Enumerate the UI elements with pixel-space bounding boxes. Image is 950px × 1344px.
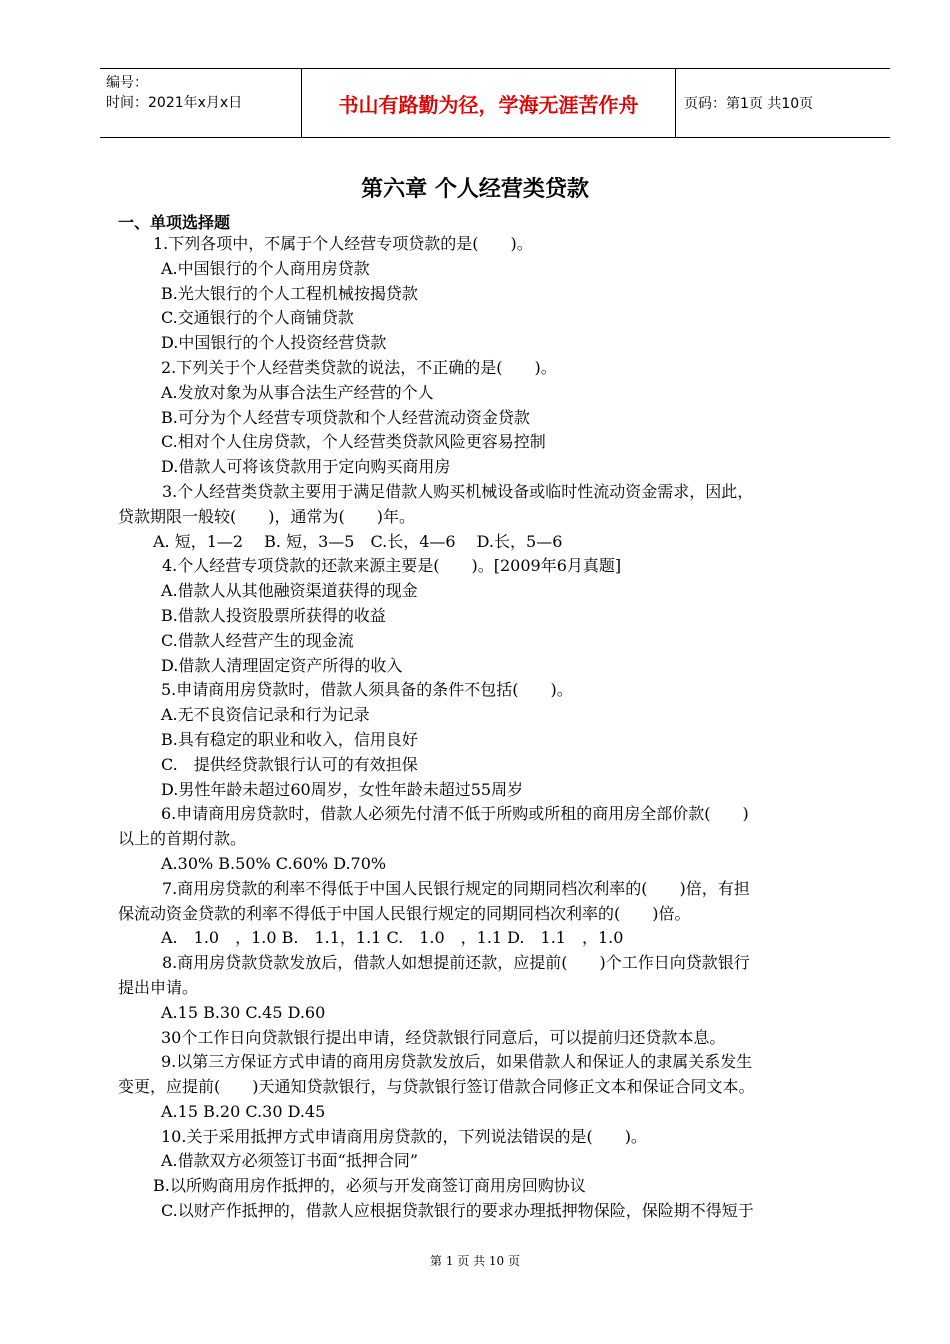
question-line: 7.商用房贷款的利率不得低于中国人民银行规定的同期同档次利率的( )倍，有担 <box>162 878 750 898</box>
question-line: 8.商用房贷款贷款发放后，借款人如想提前还款，应提前( )个工作日向贷款银行 <box>162 953 750 973</box>
page-label: 页码：第1页 共10页 <box>684 96 814 112</box>
question-line: 保流动资金贷款的利率不得低于中国人民银行规定的同期同档次利率的( )倍。 <box>118 903 691 923</box>
option-line: D.男性年龄未超过60周岁，女性年龄未超过55周岁 <box>161 779 524 799</box>
question-line: 变更，应提前( )天通知贷款银行，与贷款银行签订借款合同修正文本和保证合同文本。 <box>118 1077 755 1097</box>
motto: 书山有路勤为径，学海无涯苦作舟 <box>302 69 676 137</box>
option-line: A. 1.0 ，1.0 B. 1.1，1.1 C. 1.0 ，1.1 D. 1.1 ，1.0 <box>161 928 624 948</box>
explanation-line: 30个工作日向贷款银行提出申请，经贷款银行同意后，可以提前归还贷款本息。 <box>161 1027 726 1047</box>
option-line: C. 提供经贷款银行认可的有效担保 <box>161 754 418 774</box>
option-line: B.光大银行的个人工程机械按揭贷款 <box>161 283 418 303</box>
question-line: 6.申请商用房贷款时，借款人必须先付清不低于所购或所租的商用房全部价款( ) <box>161 804 749 824</box>
option-line: B.借款人投资股票所获得的收益 <box>161 605 386 625</box>
option-line: C.借款人经营产生的现金流 <box>161 630 354 650</box>
question-line: 10.关于采用抵押方式申请商用房贷款的，下列说法错误的是( )。 <box>161 1126 647 1146</box>
question-line: 9.以第三方保证方式申请的商用房贷款发放后，如果借款人和保证人的隶属关系发生 <box>161 1052 753 1072</box>
option-line: B.以所购商用房作抵押的，必须与开发商签订商用房回购协议 <box>153 1176 586 1196</box>
option-line: A.借款人从其他融资渠道获得的现金 <box>161 581 418 601</box>
question-line: 4.个人经营专项贷款的还款来源主要是( )。[2009年6月真题] <box>162 556 622 576</box>
option-line: A.借款双方必须签订书面“抵押合同” <box>161 1151 419 1171</box>
question-line: 3.个人经营类贷款主要用于满足借款人购买机械设备或临时性流动资金需求，因此， <box>162 481 754 501</box>
option-line: D.中国银行的个人投资经营贷款 <box>161 333 387 353</box>
question-line: 贷款期限一般较( )，通常为( )年。 <box>118 506 415 526</box>
option-line: A.发放对象为从事合法生产经营的个人 <box>161 382 434 402</box>
option-line: D.借款人清理固定资产所得的收入 <box>161 655 403 675</box>
option-line: B.具有稳定的职业和收入，信用良好 <box>161 729 418 749</box>
option-line: A.30% B.50% C.60% D.70% <box>161 853 387 873</box>
question-line: 5.申请商用房贷款时，借款人须具备的条件不包括( )。 <box>161 680 573 700</box>
option-line: A.15 B.30 C.45 D.60 <box>161 1002 326 1022</box>
question-line: 2.下列关于个人经营类贷款的说法，不正确的是( )。 <box>161 357 557 377</box>
header-left-cell <box>100 69 302 137</box>
option-line: A.中国银行的个人商用房贷款 <box>161 258 370 278</box>
section-heading: 一、单项选择题 <box>118 213 231 232</box>
question-line: 以上的首期付款。 <box>118 829 247 849</box>
number-label: 编号： <box>106 75 148 91</box>
option-line: A. 短，1—2 B. 短，3—5 C.长，4—6 D.长，5—6 <box>153 531 563 551</box>
page-footer: 第 1 页 共 10 页 <box>430 1254 520 1268</box>
option-line: B.可分为个人经营专项贷款和个人经营流动资金贷款 <box>161 407 530 427</box>
question-line: 1.下列各项中，不属于个人经营专项贷款的是( )。 <box>153 234 533 253</box>
chapter-title: 第六章 个人经营类贷款 <box>361 177 589 202</box>
question-line: 提出申请。 <box>118 977 199 997</box>
option-line: C.相对个人住房贷款，个人经营类贷款风险更容易控制 <box>161 432 546 452</box>
option-line: C.交通银行的个人商铺贷款 <box>161 308 354 328</box>
option-line: A.15 B.20 C.30 D.45 <box>161 1101 326 1121</box>
option-line: C.以财产作抵押的，借款人应根据贷款银行的要求办理抵押物保险，保险期不得短于 <box>161 1201 754 1221</box>
time-label: 时间：2021年x月x日 <box>106 95 243 111</box>
header-table <box>100 68 890 138</box>
option-line: D.借款人可将该贷款用于定向购买商用房 <box>161 457 451 477</box>
document-body <box>118 232 880 1224</box>
option-line: A.无不良资信记录和行为记录 <box>161 705 370 725</box>
